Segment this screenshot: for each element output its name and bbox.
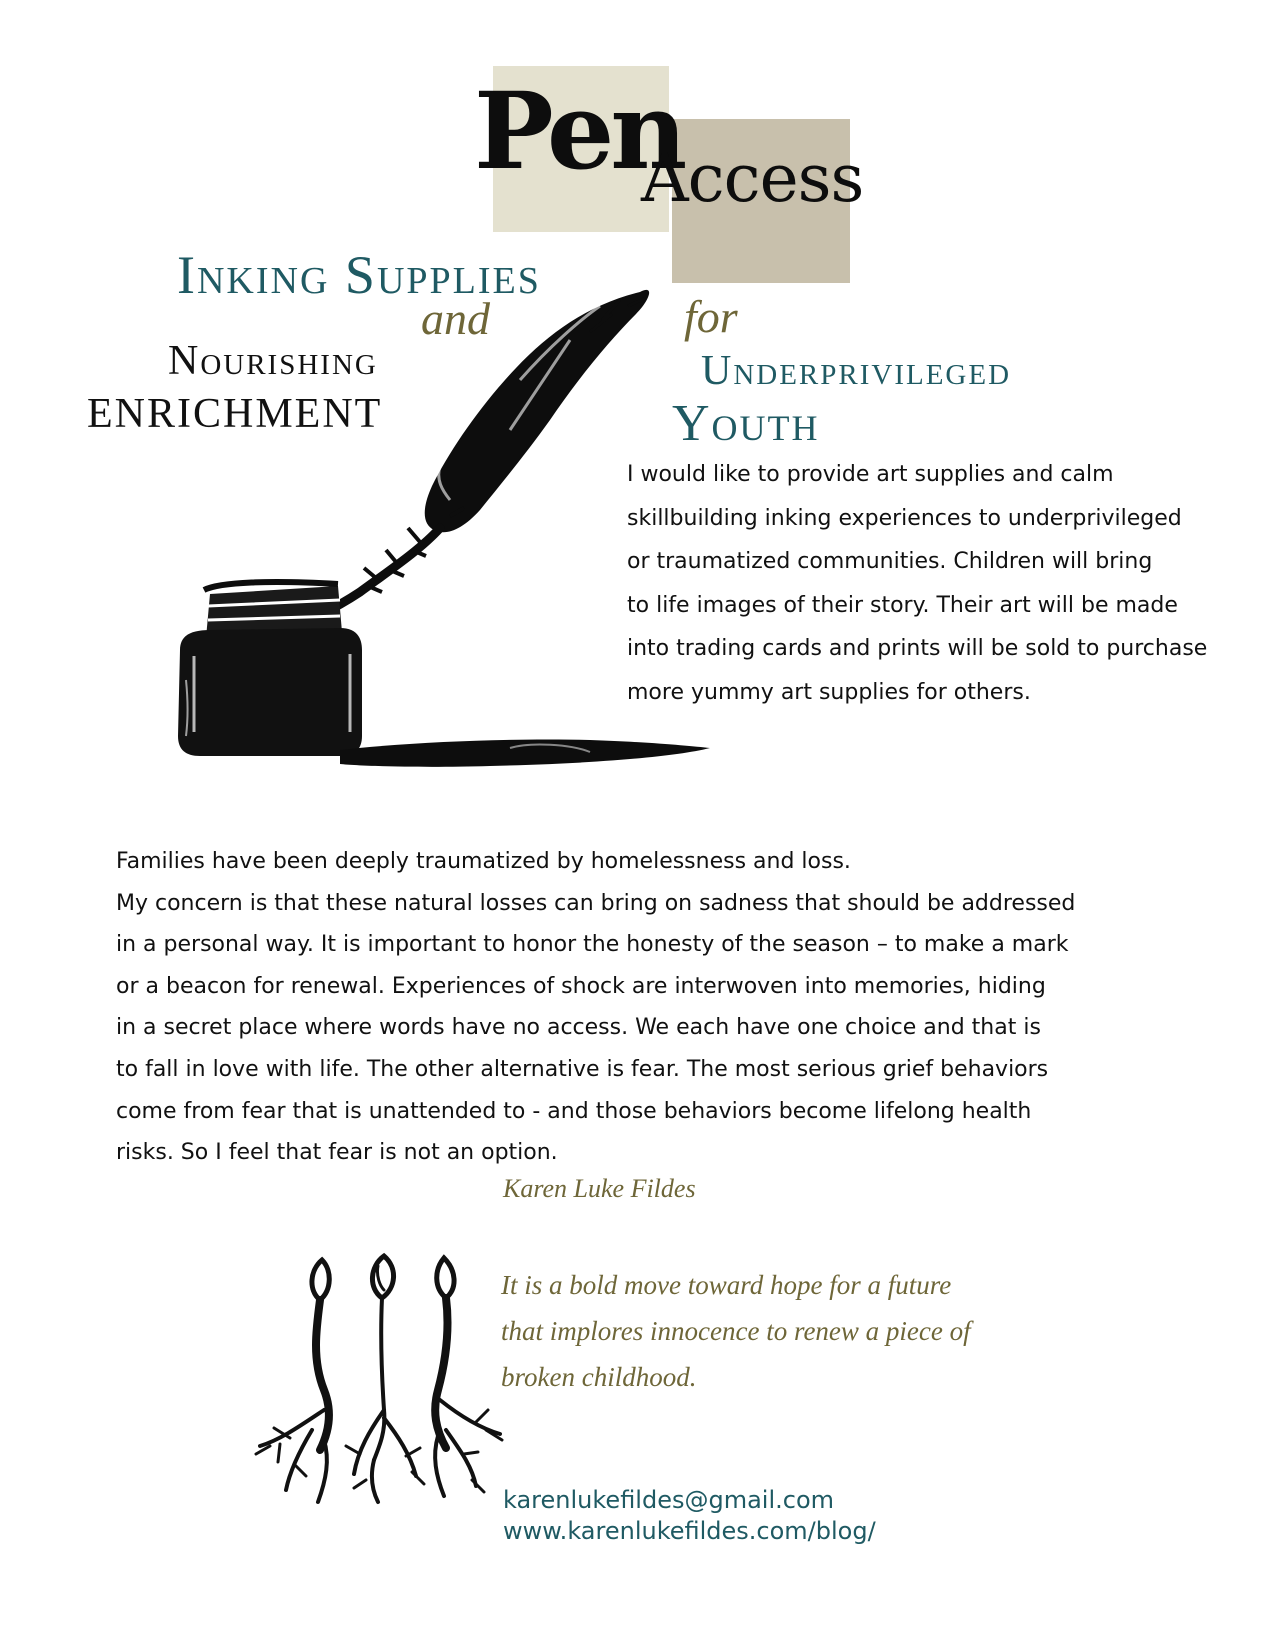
tagline-inking-supplies: Inking Supplies xyxy=(177,245,541,305)
tagline-youth: Youth xyxy=(672,395,820,452)
body-line: My concern is that these natural losses can bring on sadness that should be addressed xyxy=(116,890,1076,916)
body-line: in a personal way. It is important to honor the honesty of the season – to make a mark xyxy=(116,932,1069,958)
sprouting-roots-icon xyxy=(250,1240,520,1510)
intro-line: into trading cards and prints will be sold to purchase xyxy=(627,636,1208,662)
contact-website[interactable]: www.karenlukefildes.com/blog/ xyxy=(503,1517,876,1545)
intro-line: or traumatized communities. Children will bring xyxy=(627,549,1153,575)
contact-email[interactable]: karenlukefildes@gmail.com xyxy=(503,1486,835,1514)
body-line: Families have been deeply traumatized by homelessness and loss. xyxy=(116,849,851,874)
body-paragraph xyxy=(116,841,1116,1174)
tagline-underprivileged: Underprivileged xyxy=(701,348,1012,394)
quote-line: It is a bold move toward hope for a future xyxy=(501,1270,952,1300)
body-line: or a beacon for renewal. Experiences of shock are interwoven into memories, hiding xyxy=(116,973,1046,999)
intro-line: to life images of their story. Their art will be made xyxy=(627,592,1178,618)
quote xyxy=(501,1262,971,1400)
body-line: come from fear that is unattended to - and those behaviors become lifelong health xyxy=(116,1098,1032,1124)
signature: Karen Luke Fildes xyxy=(503,1174,696,1203)
tagline-enrichment: ENRICHMENT xyxy=(87,391,383,437)
intro-line: I would like to provide art supplies and calm xyxy=(627,462,1114,487)
intro-line: skillbuilding inking experiences to underprivileged xyxy=(627,505,1182,531)
title-access: Access xyxy=(641,140,864,217)
body-line: in a secret place where words have no access. We each have one choice and that is xyxy=(116,1015,1041,1041)
title-pen: Pen xyxy=(474,68,684,193)
quote-line: that implores innocence to renew a piece of xyxy=(501,1316,971,1346)
quote-line: broken childhood. xyxy=(501,1362,697,1392)
tagline-nourishing: Nourishing xyxy=(168,338,378,384)
contact-info xyxy=(503,1485,876,1547)
body-line: risks. So I feel that fear is not an option. xyxy=(116,1140,558,1166)
body-line: to fall in love with life. The other alternative is fear. The most serious grief behaviors xyxy=(116,1056,1049,1082)
intro-paragraph xyxy=(627,453,1217,715)
intro-line: more yummy art supplies for others. xyxy=(627,679,1031,705)
tagline-and: and xyxy=(421,293,490,344)
tagline-for: for xyxy=(684,291,738,342)
